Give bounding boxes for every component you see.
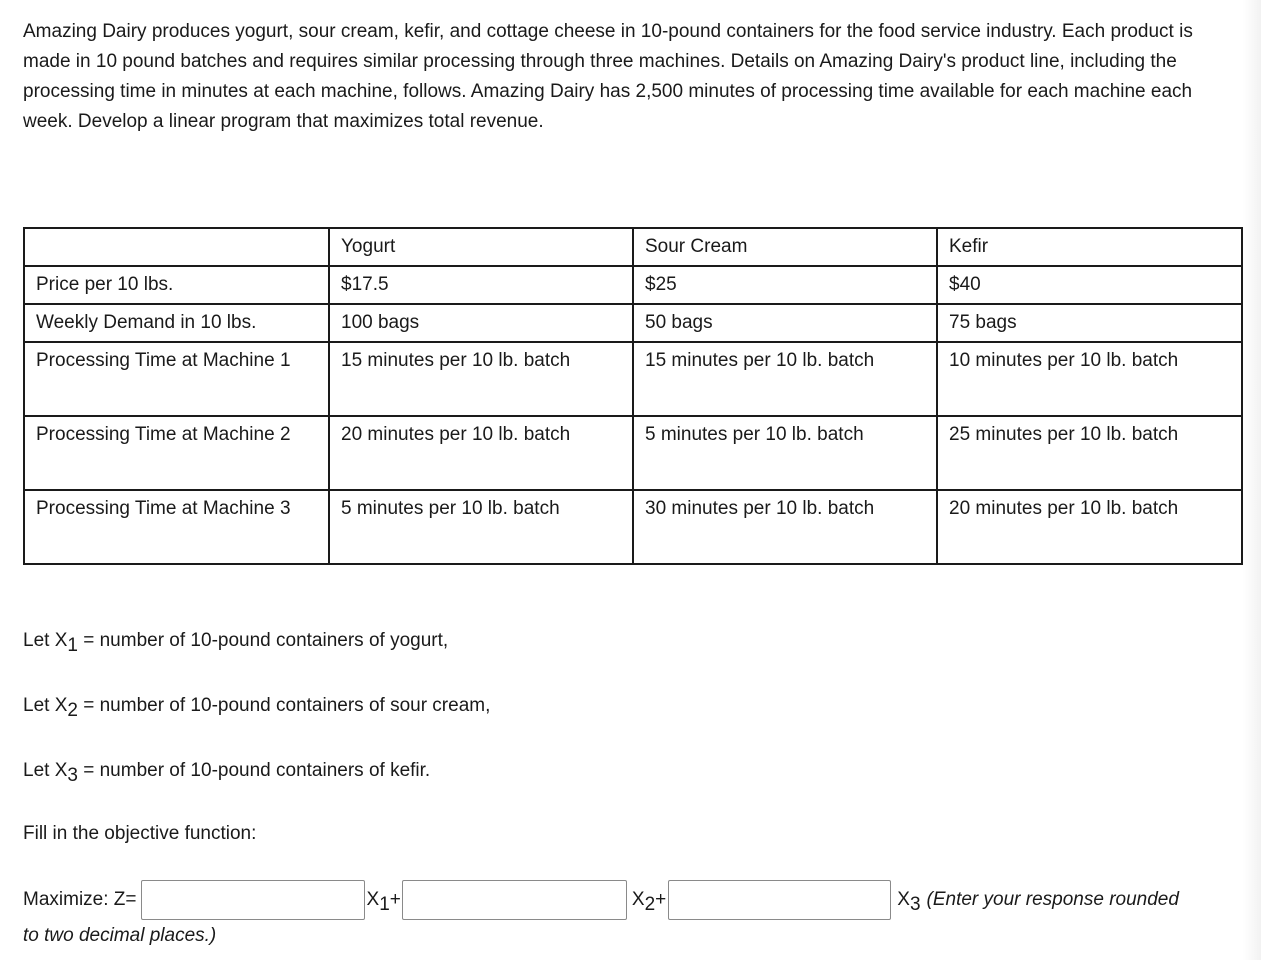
coefficient-x1-input[interactable]: [141, 880, 365, 920]
table-cell: 20 minutes per 10 lb. batch: [329, 416, 633, 490]
table-cell: 50 bags: [633, 304, 937, 342]
variable-subscript: 3: [909, 894, 921, 915]
variable-text: = number of 10-pound containers of kefir.: [77, 760, 431, 781]
x3-term: [897, 880, 920, 920]
variable-subscript: 1: [379, 894, 390, 915]
plus-sign: +: [389, 889, 401, 910]
problem-statement: Amazing Dairy produces yogurt, sour cream, kefir, and cottage cheese in 10-pound containers for the food service industry. Each product is made in 10 pound batches and requires similar processing through three machines. Details on Amazing Dairy's product line, including the processing time in minutes at each machine, follows. Amazing Dairy has 2,500 minutes of processing time available for each machine each week. Develop a linear program that maximizes total revenue.: [23, 21, 1193, 132]
table-row: [24, 304, 1242, 342]
variable-definition-x2: [23, 693, 490, 719]
table-cell: $25: [633, 266, 937, 304]
table-header-cell: Sour Cream: [633, 228, 937, 266]
table-cell: Processing Time at Machine 3: [24, 490, 329, 564]
table-cell: 5 minutes per 10 lb. batch: [329, 490, 633, 564]
variable-prefix: Let X: [23, 630, 68, 651]
table-cell: 75 bags: [937, 304, 1242, 342]
rounding-hint: (Enter your response rounded: [926, 889, 1179, 910]
table-cell: 25 minutes per 10 lb. batch: [937, 416, 1242, 490]
table-cell: Processing Time at Machine 2: [24, 416, 329, 490]
product-table: [23, 227, 1243, 565]
objective-row: [23, 880, 1243, 920]
table-cell: 100 bags: [329, 304, 633, 342]
table-row: [24, 490, 1242, 564]
variable-text: = number of 10-pound containers of yogurt,: [77, 630, 449, 651]
table-cell: Weekly Demand in 10 lbs.: [24, 304, 329, 342]
table-header-row: [24, 228, 1242, 266]
coefficient-x3-input[interactable]: [668, 880, 891, 920]
maximize-label: Maximize: Z=: [23, 889, 137, 910]
table-cell: Processing Time at Machine 1: [24, 342, 329, 416]
variable-symbol: X: [631, 889, 645, 910]
variable-subscript: 2: [67, 700, 78, 721]
table-cell: $17.5: [329, 266, 633, 304]
variable-symbol: X: [366, 889, 380, 910]
table-cell: 10 minutes per 10 lb. batch: [937, 342, 1242, 416]
table-header-cell: Yogurt: [329, 228, 633, 266]
variable-prefix: Let X: [23, 760, 68, 781]
variable-symbol: X: [897, 889, 910, 910]
table-row: [24, 266, 1242, 304]
table-cell: 5 minutes per 10 lb. batch: [633, 416, 937, 490]
table-cell: 20 minutes per 10 lb. batch: [937, 490, 1242, 564]
x1-term: [367, 880, 401, 920]
table-row: [24, 342, 1242, 416]
table-header-cell: Kefir: [937, 228, 1242, 266]
variable-subscript: 3: [67, 765, 78, 786]
coefficient-x2-input[interactable]: [402, 880, 627, 920]
table-header-cell: [24, 228, 329, 266]
variable-prefix: Let X: [23, 695, 68, 716]
rounding-hint-continued: to two decimal places.): [23, 925, 217, 946]
scrollbar-track: [1243, 0, 1261, 960]
variable-text: = number of 10-pound containers of sour cream,: [77, 695, 491, 716]
objective-function: [23, 880, 1243, 946]
plus-sign: +: [655, 889, 667, 910]
table-row: [24, 416, 1242, 490]
objective-instruction: Fill in the objective function:: [23, 823, 257, 844]
variable-subscript: 2: [644, 894, 656, 915]
table-cell: 15 minutes per 10 lb. batch: [633, 342, 937, 416]
variable-definition-x1: [23, 628, 448, 654]
variable-subscript: 1: [67, 635, 78, 656]
table-cell: 30 minutes per 10 lb. batch: [633, 490, 937, 564]
table-cell: 15 minutes per 10 lb. batch: [329, 342, 633, 416]
table-cell: Price per 10 lbs.: [24, 266, 329, 304]
table-cell: $40: [937, 266, 1242, 304]
variable-definition-x3: [23, 758, 430, 784]
x2-term: [632, 880, 666, 920]
